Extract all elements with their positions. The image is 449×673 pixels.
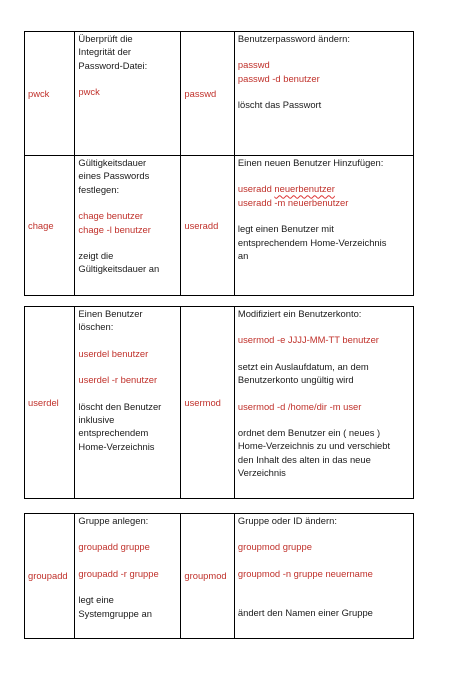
example-command: userdel -r benutzer [78,374,158,386]
table-row [25,156,414,296]
description-line: Benutzerpassword ändern: [237,33,350,44]
pwck-description-cell [75,32,181,156]
command-passwd: passwd [181,32,235,156]
note-text: ordnet dem Benutzer ein ( neues ) [237,427,381,439]
example-command: usermod -d /home/dir -m user [237,400,362,412]
description-line: eines Passwords [78,170,150,182]
groupadd-description-cell [75,514,181,639]
chage-description-cell [75,156,181,296]
description-line: Einen Benutzer [78,308,143,319]
example-command: chage -l benutzer [78,223,151,235]
note-text: löscht den Benutzer [78,400,162,412]
table-row [25,307,414,499]
note-text: an [237,250,249,262]
command-userdel: userdel [25,307,75,499]
example-command-part: useradd [237,183,275,195]
example-command: chage benutzer [78,210,144,222]
note-text: den Inhalt des alten in das neue [237,453,371,465]
command-groupadd: groupadd [25,514,75,639]
command-groupmod: groupmod [181,514,235,639]
note-text: Verzeichnis [237,467,286,479]
description-line: Überprüft die [78,33,133,44]
note-text: Gültigkeitsdauer an [78,263,160,275]
table-row [25,514,414,639]
example-command: usermod -e JJJJ-MM-TT benutzer [237,334,379,346]
usermod-description-cell [234,307,413,499]
note-text: legt einen Benutzer mit [237,223,334,235]
note-text: ändert den Namen einer Gruppe [237,607,373,619]
example-command: groupadd -r gruppe [78,567,159,579]
command-chage: chage [25,156,75,296]
command-usermod: usermod [181,307,235,499]
userdel-description-cell [75,307,181,499]
note-text: Systemgruppe an [78,607,152,619]
note-text: Home-Verzeichnis zu und verschiebt [237,440,391,452]
command-table-3 [24,513,414,639]
note-text: entsprechendem Home-Verzeichnis [237,236,387,248]
example-command: userdel benutzer [78,347,149,359]
note-text: zeigt die [78,250,114,262]
command-pwck: pwck [25,32,75,156]
example-command: groupmod gruppe [237,541,312,553]
description-line: löschen: [78,321,114,333]
note-text: Benutzerkonto ungültig wird [237,374,354,386]
note-text: Home-Verzeichnis [78,440,155,452]
description-line: Password-Datei: [78,59,148,71]
example-command: pwck [78,86,100,98]
passwd-description-cell [234,32,413,156]
spellcheck-word: neuerbenutzer [274,183,335,195]
example-command: groupadd gruppe [78,541,150,553]
note-text: inklusive [78,414,115,426]
description-line: Modifiziert ein Benutzerkonto: [237,308,362,319]
example-command [238,182,410,195]
useradd-description-cell [234,156,413,296]
description-line: Gruppe anlegen: [78,515,149,526]
note-text: legt eine [78,594,114,606]
description-line: festlegen: [78,183,120,195]
example-command: passwd -d benutzer [237,72,320,84]
description-line: Gültigkeitsdauer [78,157,147,168]
note-text: löscht das Passwort [237,99,322,111]
example-command: passwd [237,59,270,71]
example-command: useradd -m neuerbenutzer [237,196,349,208]
note-text: entsprechendem [78,427,149,439]
table-row [25,32,414,156]
example-command: groupmod -n gruppe neuername [237,567,373,579]
description-line: Integrität der [78,46,132,58]
description-line: Gruppe oder ID ändern: [237,515,337,526]
command-useradd: useradd [181,156,235,296]
command-table-1 [24,31,414,296]
description-line: Einen neuen Benutzer Hinzufügen: [237,157,384,168]
note-text: setzt ein Auslaufdatum, an dem [237,360,369,372]
command-table-2 [24,306,414,499]
groupmod-description-cell [234,514,413,639]
